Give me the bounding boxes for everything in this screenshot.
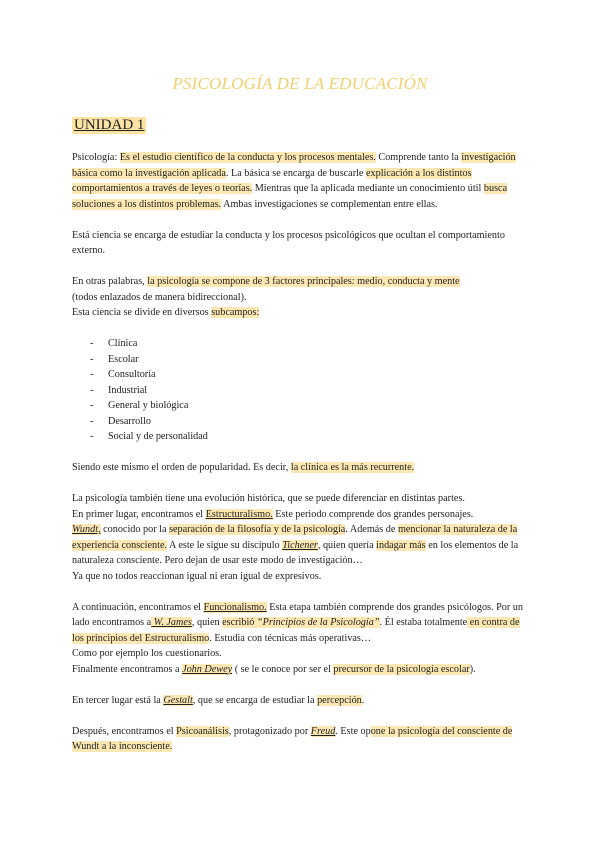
text: Esta ciencia se divide en diversos — [72, 307, 212, 318]
highlight: John Dewey — [182, 663, 233, 675]
text: en los elementos de la naturaleza consciente. Pero dejan de usar este modo de investigación… — [72, 539, 519, 566]
highlight: Tichener — [282, 539, 318, 551]
highlight: en contra de los principios del Estructuralismo — [72, 617, 520, 644]
list-item-text: Industrial — [108, 384, 148, 396]
text: (todos enlazados de manera bidireccional). — [72, 291, 247, 303]
list-item — [90, 398, 532, 414]
highlight: W. James — [151, 617, 192, 628]
text: Ya que no todos reaccionan igual ni eran igual de expresivos. — [72, 570, 322, 582]
text: . Este op — [335, 725, 371, 737]
list-item-text: Clínica — [108, 338, 138, 349]
list-item — [90, 367, 532, 383]
subfields-list — [72, 336, 532, 445]
text: Después, encontramos el — [72, 725, 177, 737]
text: . Él estaba totalmente — [379, 617, 468, 628]
text: , que se encarga de estudiar la — [192, 694, 318, 706]
text: En primer lugar, encontramos el — [72, 508, 206, 520]
unit-heading: UNIDAD 1 — [74, 117, 145, 133]
text: Esta etapa también comprende dos grandes psicólogos. Por un lado encontramos a — [72, 601, 523, 628]
text: , quien — [191, 617, 223, 628]
dash-bullet: - — [90, 400, 94, 411]
list-item — [90, 383, 532, 399]
highlight: Funcionalismo. — [203, 601, 267, 613]
text: A este le sigue su discípulo — [167, 539, 283, 551]
highlight: escribió — [222, 617, 255, 628]
highlight: “Principios de la Psicología” — [254, 617, 380, 628]
highlight: busca soluciones a los distintos problemas. — [72, 183, 508, 210]
text: conocido por la — [100, 524, 170, 535]
dash-bullet: - — [90, 431, 94, 442]
text: Como por ejemplo los cuestionarios. — [72, 648, 222, 659]
highlight: percepción — [317, 694, 362, 706]
highlight: precursor de la psicología escolar — [333, 663, 470, 675]
highlight: one la psicología del consciente de Wundt a la inconsciente. — [72, 725, 513, 752]
list-item-text: General y biológica — [108, 400, 189, 411]
highlight: Gestalt — [163, 694, 193, 706]
text: ( se le conoce por ser el — [232, 663, 334, 675]
text: Mientras que la aplicada mediante un conocimiento útil — [252, 183, 484, 194]
text: . — [361, 694, 365, 706]
highlight: Es el estudio científico de la conducta y los procesos mentales. — [119, 152, 376, 163]
paragraph-factors — [72, 274, 532, 321]
text: . Estudia con técnicas más operativas… — [209, 632, 372, 644]
text: La psicología también tiene una evolución histórica, que se puede diferenciar en distintas partes. — [72, 493, 465, 504]
paragraph-structuralism — [72, 491, 532, 584]
dash-bullet: - — [90, 338, 94, 349]
text: Psicología: — [72, 152, 120, 163]
document-title: PSICOLOGÍA DE LA EDUCACIÓN — [172, 74, 428, 93]
text: , protagonizado por — [228, 725, 311, 737]
text: , quien quería — [317, 539, 377, 551]
paragraph-purpose: Está ciencia se encarga de estudiar la conducta y los procesos psicológicos que ocultan el comportamiento externo. — [72, 229, 505, 256]
highlight: la psicología se compone de 3 factores principales: medio, conducta y mente — [147, 276, 460, 287]
highlight: Wundt, — [72, 524, 101, 535]
dash-bullet: - — [90, 353, 94, 365]
list-item — [90, 336, 532, 352]
highlight: explicación a los distintos comportamientos a través de leyes o teorías. — [72, 167, 472, 194]
text: . La básica se encarga de buscarle — [225, 167, 366, 179]
list-item-text: Consultoría — [108, 369, 156, 380]
list-item — [90, 414, 532, 430]
highlight: indagar más — [376, 539, 426, 551]
highlight: Psicoanálisis — [176, 725, 229, 737]
text: Comprende tanto la — [375, 152, 462, 163]
highlight: investigación básica como la investigación aplicada — [72, 152, 516, 179]
list-item — [90, 352, 532, 368]
text: Finalmente encontramos a — [72, 663, 183, 675]
highlight: Estructuralismo. — [205, 508, 273, 520]
document-body — [72, 150, 532, 755]
paragraph-functionalism — [72, 600, 532, 678]
text: Este periodo comprende dos grandes personajes. — [272, 508, 474, 520]
highlight: subcampos: — [211, 307, 260, 318]
paragraph-definition — [72, 150, 532, 212]
paragraph-psychoanalysis — [72, 724, 532, 755]
dash-bullet: - — [90, 369, 94, 380]
paragraph-popularity — [72, 460, 532, 476]
highlight: Freud — [310, 725, 336, 737]
highlight: mencionar la naturaleza de la experiencia consciente. — [72, 524, 518, 551]
text: En tercer lugar está la — [72, 694, 164, 706]
text: A continuación, encontramos el — [72, 601, 204, 613]
text: En otras palabras, — [72, 276, 148, 287]
list-item-text: Escolar — [108, 353, 139, 365]
text: Ambas investigaciones se complementan entre ellas. — [221, 198, 438, 210]
list-item — [90, 429, 532, 445]
text: ). — [469, 663, 476, 675]
dash-bullet: - — [90, 384, 94, 396]
list-item-text: Desarrollo — [108, 415, 151, 427]
highlight: separación de la filosofía y de la psicología — [169, 524, 346, 535]
dash-bullet: - — [90, 415, 94, 427]
paragraph-gestalt — [72, 693, 532, 709]
text: . Además de — [345, 524, 398, 535]
list-item-text: Social y de personalidad — [108, 431, 208, 442]
text: Siendo este mismo el orden de popularidad. Es decir, — [72, 462, 291, 473]
highlight: la clínica es la más recurrente. — [290, 462, 415, 473]
